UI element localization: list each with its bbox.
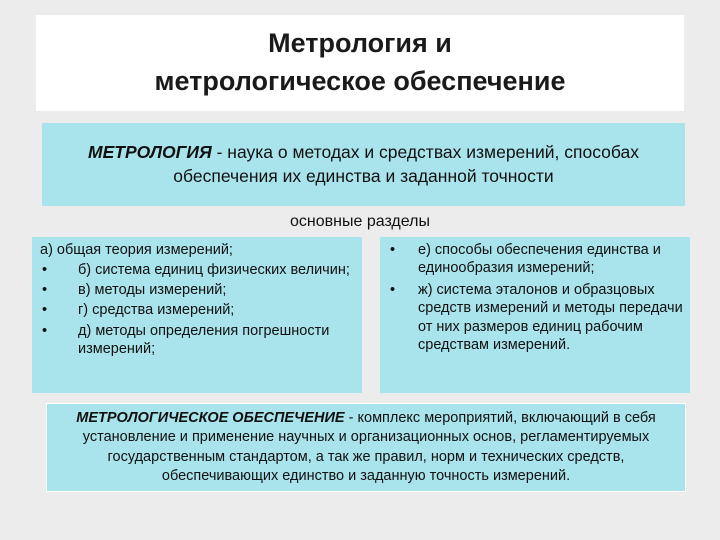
bullet-icon: • bbox=[42, 282, 48, 299]
list-item bbox=[40, 261, 356, 279]
list-item-text: ж) система эталонов и образцовых средств измерений и методы передачи от них размеров единиц рабочим средствам измерений. bbox=[418, 282, 683, 353]
list-item bbox=[388, 241, 684, 277]
list-item bbox=[40, 301, 356, 319]
bullet-icon: • bbox=[390, 242, 396, 258]
list-item-text: е) способы обеспечения единства и единообразия измерений; bbox=[418, 242, 661, 277]
list-item-text: г) средства измерений; bbox=[78, 302, 235, 319]
sections-heading: основные разделы bbox=[290, 213, 430, 230]
bullet-icon: • bbox=[390, 282, 396, 299]
list-item bbox=[40, 281, 356, 299]
list-item bbox=[40, 241, 356, 259]
support-body: - комплекс мероприятий, включающий в себя установление и применение научных и организационных основ, регламентируемых государственным стандартом, а так же правил, норм и технических средств, обеспечивающих единство и заданную точность измерений. bbox=[82, 410, 656, 484]
support-text bbox=[57, 409, 675, 486]
list-item-text: в) методы измерений; bbox=[78, 282, 227, 299]
bullet-icon: • bbox=[42, 302, 48, 319]
list-item-text: а) общая теория измерений; bbox=[40, 242, 233, 258]
bullet-icon: • bbox=[42, 322, 48, 339]
page-title: Метрология и метрологическое обеспечение bbox=[154, 28, 566, 96]
bullet-icon: • bbox=[42, 262, 48, 279]
support-term: МЕТРОЛОГИЧЕСКОЕ ОБЕСПЕЧЕНИЕ bbox=[76, 410, 345, 427]
support-definition-box bbox=[46, 403, 686, 492]
list-item bbox=[40, 322, 356, 358]
definition-text bbox=[82, 141, 645, 187]
right-sections-box bbox=[380, 237, 690, 393]
list-item bbox=[388, 281, 684, 354]
left-sections-box bbox=[32, 237, 362, 393]
list-item-text: б) система единиц физических величин; bbox=[78, 262, 350, 279]
definition-box bbox=[42, 123, 685, 206]
list-item-text: д) методы определения погрешности измерений; bbox=[78, 322, 330, 357]
definition-term: МЕТРОЛОГИЯ bbox=[88, 142, 212, 163]
title-box bbox=[36, 15, 684, 111]
definition-body: - наука о методах и средствах измерений, способах обеспечения их единства и заданной точности bbox=[173, 142, 639, 186]
